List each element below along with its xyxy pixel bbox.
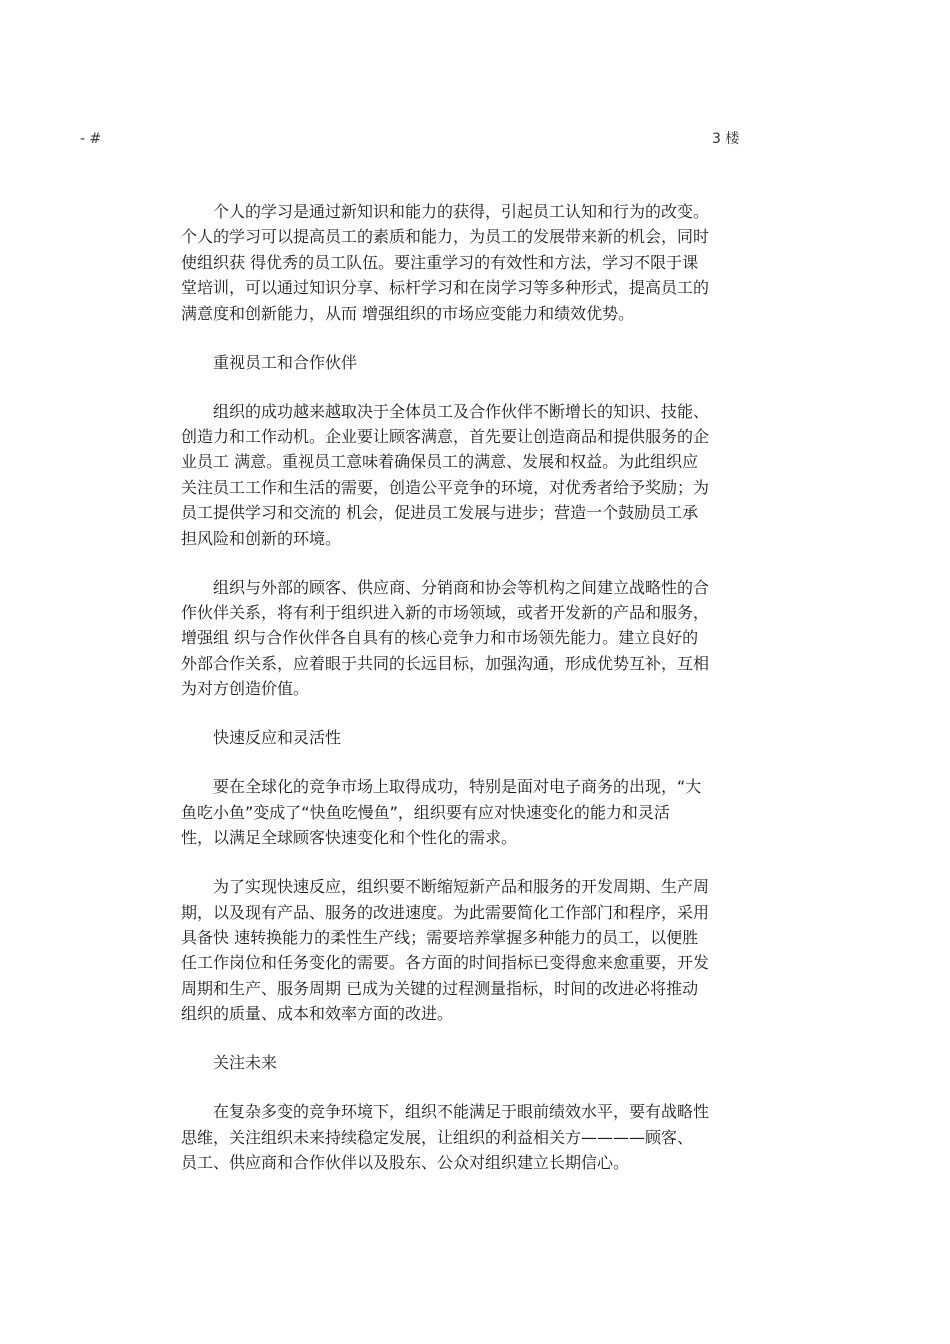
text-line: 为对方创造价值。: [181, 679, 310, 699]
text-line: 鱼吃小鱼”变成了“快鱼吃慢鱼”，组织要有应对快速变化的能力和灵活: [181, 802, 670, 822]
section-heading-employees: 重视员工和合作伙伴: [213, 352, 358, 372]
text-line: 组织与外部的顾客、供应商、分销商和协会等机构之间建立战略性的合: [213, 577, 710, 597]
text-line: 性，以满足全球顾客快速变化和个性化的需求。: [181, 828, 518, 848]
text-line: 任工作岗位和任务变化的需要。各方面的时间指标已变得愈来愈重要，开发: [181, 953, 710, 973]
paragraph-employees: [181, 399, 737, 551]
text-line: 具备快 速转换能力的柔性生产线；需要培养掌握多种能力的员工，以便胜: [181, 927, 699, 947]
header-left-mark: - #: [80, 131, 102, 147]
paragraph-partners: [181, 575, 737, 702]
text-line: 个人的学习可以提高员工的素质和能力，为员工的发展带来新的机会，同时: [181, 227, 710, 247]
text-line: 员工、供应商和合作伙伴以及股东、公众对组织建立长期信心。: [181, 1152, 630, 1172]
paragraph-fast-response: [181, 874, 737, 1026]
paragraph-future: [181, 1099, 737, 1175]
text-line: 要在全球化的竞争市场上取得成功，特别是面对电子商务的出现，“大: [213, 777, 702, 797]
text-line: 在复杂多变的竞争环境下，组织不能满足于眼前绩效水平，要有战略性: [213, 1102, 710, 1122]
paragraph-learning: [181, 199, 737, 326]
text-line: 业员工 满意。重视员工意味着确保员工的满意、发展和权益。为此组织应: [181, 452, 699, 472]
text-line: 组织的成功越来越取决于全体员工及合作伙伴不断增长的知识、技能、: [213, 401, 710, 421]
text-line: 堂培训，可以通过知识分享、标杆学习和在岗学习等多种形式，提高员工的: [181, 278, 710, 298]
text-line: 满意度和创新能力，从而 增强组织的市场应变能力和绩效优势。: [181, 303, 635, 323]
text-line: 增强组 织与合作伙伴各自具有的核心竞争力和市场领先能力。建立良好的: [181, 628, 699, 648]
header-right-page: 3 楼: [712, 131, 740, 147]
text-line: 创造力和工作动机。企业要让顾客满意，首先要让创造商品和提供服务的企: [181, 427, 710, 447]
text-line: 担风险和创新的环境。: [181, 528, 342, 548]
text-line: 思维，关注组织未来持续稳定发展，让组织的利益相关方————顾客、: [181, 1127, 694, 1147]
text-line: 期，以及现有产品、服务的改进速度。为此需要简化工作部门和程序，采用: [181, 902, 710, 922]
text-line: 周期和生产、服务周期 已成为关键的过程测量指标，时间的改进必将推动: [181, 978, 699, 998]
section-heading-future: 关注未来: [213, 1053, 278, 1073]
text-line: 组织的质量、成本和效率方面的改进。: [181, 1004, 454, 1024]
paragraph-global-competition: [181, 774, 737, 850]
text-line: 关注员工工作和生活的需要，创造公平竞争的环境，对优秀者给予奖励；为: [181, 477, 710, 497]
text-line: 作伙伴关系，将有利于组织进入新的市场领域，或者开发新的产品和服务，: [181, 603, 710, 623]
text-line: 员工提供学习和交流的 机会，促进员工发展与进步；营造一个鼓励员工承: [181, 503, 699, 523]
text-line: 为了实现快速反应，组织要不断缩短新产品和服务的开发周期、生产周: [213, 877, 710, 897]
section-heading-agility: 快速反应和灵活性: [213, 728, 342, 748]
text-line: 外部合作关系，应着眼于共同的长远目标，加强沟通，形成优势互补，互相: [181, 653, 710, 673]
document-body: [181, 199, 737, 1175]
text-line: 使组织获 得优秀的员工队伍。要注重学习的有效性和方法，学习不限于课: [181, 252, 699, 272]
text-line: 个人的学习是通过新知识和能力的获得，引起员工认知和行为的改变。: [213, 202, 710, 221]
